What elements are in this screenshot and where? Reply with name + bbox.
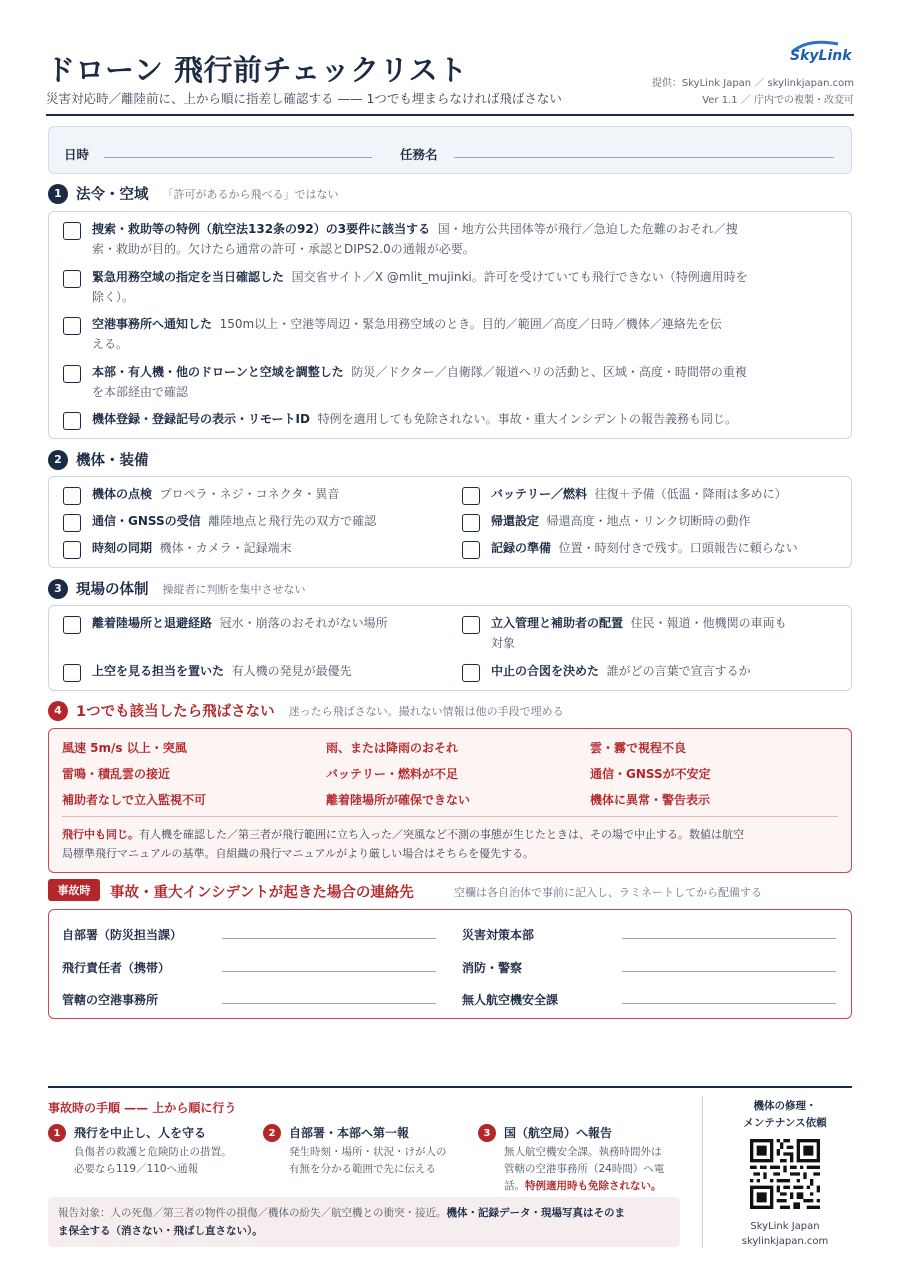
no-fly-condition: 通信・GNSSが不安定 — [590, 767, 711, 781]
skylink-logo — [788, 38, 854, 68]
check-item: 時刻の同期 機体・カメラ・記録端末 — [92, 541, 292, 555]
contact-field[interactable] — [622, 1003, 836, 1004]
qr-code-icon[interactable] — [750, 1139, 820, 1209]
qr-title: 機体の修理・ メンテナンス依頼 — [743, 1100, 827, 1129]
contact-label: 災害対策本部 — [462, 928, 535, 942]
checkbox[interactable] — [63, 412, 81, 430]
step-desc: 負傷者の救護と危険防止の措置。 必要なら119／110へ通報 — [74, 1146, 232, 1175]
check-item: 通信・GNSSの受信 離陸地点と飛行先の双方で確認 — [92, 514, 377, 528]
contact-field[interactable] — [222, 938, 436, 939]
no-fly-condition: バッテリー・燃料が不足 — [326, 767, 459, 781]
procedure-step-2 — [263, 1124, 447, 1178]
no-fly-condition: 風速 5m/s 以上・突風 — [62, 741, 187, 755]
contact-field[interactable] — [622, 938, 836, 939]
date-field[interactable] — [104, 157, 372, 158]
step-number: 1 — [48, 1124, 66, 1142]
checkbox[interactable] — [63, 541, 81, 559]
section-note: 「許可があるから飛べる」ではない — [162, 187, 339, 201]
logo-text: SkyLink — [790, 48, 852, 64]
check-item: 離着陸場所と退避経路 冠水・崩落のおそれがない場所 — [92, 616, 388, 630]
no-fly-condition: 機体に異常・警告表示 — [590, 793, 711, 807]
step-number: 3 — [478, 1124, 496, 1142]
section-4-header — [48, 700, 564, 721]
no-fly-condition: 雲・霧で視程不良 — [590, 741, 687, 755]
section-title: 法令・空域 — [76, 187, 149, 203]
section-number: 1 — [48, 184, 68, 204]
checkbox[interactable] — [63, 487, 81, 505]
qr-divider — [702, 1096, 703, 1248]
section-number: 2 — [48, 450, 68, 470]
mission-field[interactable] — [454, 157, 834, 158]
contact-label: 管轄の空港事務所 — [62, 993, 159, 1007]
check-item: 中止の合図を決めた 誰がどの言葉で宣言するか — [491, 664, 751, 678]
incident-note: 空欄は各自治体で事前に記入し、ラミネートしてから配備する — [454, 886, 762, 899]
check-item: バッテリー／燃料 往復＋予備（低温・降雨は多めに） — [491, 487, 787, 501]
checkbox[interactable] — [63, 365, 81, 383]
info-box — [48, 126, 852, 174]
check-item: 機体の点検 プロペラ・ネジ・コネクタ・異音 — [92, 487, 340, 501]
qr-caption: SkyLink Japan skylinkjapan.com — [741, 1221, 829, 1247]
section-number: 3 — [48, 579, 68, 599]
checkbox[interactable] — [462, 487, 480, 505]
no-fly-footnote: 飛行中も同じ。有人機を確認した／第三者が飛行範囲に立ち入った／突風など不測の事態が生じたときは、その場で中止する。数値は航空 局標準飛行マニュアルの基準。自組織の飛行マニュアルがより厳しい場合はそちらを優先する。 — [62, 828, 744, 860]
contact-label: 飛行責任者（携帯） — [62, 961, 171, 975]
report-scope: 報告対象：人の死傷／第三者の物件の損傷／機体の紛失／航空機との衝突・接近。機体・記録データ・現場写真はそのま ま保全する（消さない・飛ばし直さない）。 — [48, 1197, 680, 1247]
header-divider — [46, 114, 854, 116]
step-number: 2 — [263, 1124, 281, 1142]
provider-text: 提供：SkyLink Japan ／ skylinkjapan.com — [651, 78, 854, 89]
no-fly-condition: 離着陸場所が確保できない — [326, 793, 471, 807]
contact-label: 無人航空機安全課 — [462, 993, 559, 1007]
no-fly-condition: 雨、または降雨のおそれ — [326, 741, 459, 755]
check-item: 緊急用務空域の指定を当日確認した 国交省サイト／X @mlit_mujinki。許可を受けていても飛行できない（特例適用時を 除く）。 — [92, 270, 748, 304]
contact-label: 自部署（防災担当課） — [62, 928, 183, 942]
section-title: 現場の体制 — [76, 582, 149, 598]
contact-field[interactable] — [222, 971, 436, 972]
check-item: 捜索・救助等の特例（航空法132条の92）の3要件に該当する 国・地方公共団体等が飛行／急迫した危難のおそれ／捜 索・救助が目的。欠けたら通常の許可・承認とDIPS2.0の通報が必要。 — [92, 222, 738, 256]
page-subtitle: 災害対応時／離陸前に、上から順に指差し確認する —— 1つでも埋まらなければ飛ばさない — [46, 91, 562, 106]
step-desc: 発生時刻・場所・状況・けが人の 有無を分かる範囲で先に伝える — [289, 1146, 447, 1175]
checkbox[interactable] — [63, 664, 81, 682]
checkbox[interactable] — [462, 616, 480, 634]
incident-badge: 事故時 — [48, 879, 100, 901]
checkbox[interactable] — [63, 222, 81, 240]
date-label: 日時 — [64, 147, 90, 162]
checkbox[interactable] — [63, 317, 81, 335]
checkbox[interactable] — [63, 514, 81, 532]
checkbox[interactable] — [462, 541, 480, 559]
contact-field[interactable] — [222, 1003, 436, 1004]
incident-title: 事故・重大インシデントが起きた場合の連絡先 — [110, 885, 414, 901]
check-item: 立入管理と補助者の配置 住民・報道・他機関の車両も 対象 — [491, 616, 787, 650]
section-note: 操縦者に判断を集中させない — [162, 582, 306, 596]
check-item: 上空を見る担当を置いた 有人機の発見が最優先 — [92, 664, 352, 678]
checkbox[interactable] — [63, 270, 81, 288]
check-item: 機体登録・登録記号の表示・リモートID 特例を適用しても免除されない。事故・重大インシデントの報告義務も同じ。 — [92, 412, 738, 426]
version-text: Ver 1.1 ／ 庁内での複製・改変可 — [702, 95, 854, 106]
mission-label: 任務名 — [400, 147, 438, 162]
check-item: 本部・有人機・他のドローンと空域を調整した 防災／ドクター／自衛隊／報道ヘリの活動と、区域・高度・時間帯の重複 を本部経由で確認 — [92, 365, 747, 399]
procedure-title: 事故時の手順 —— 上から順に行う — [48, 1101, 237, 1115]
section-note: 迷ったら飛ばさない。撮れない情報は他の手段で埋める — [288, 704, 564, 718]
step-title: 国（航空局）へ報告 — [504, 1126, 613, 1140]
contact-field[interactable] — [622, 971, 836, 972]
procedure-step-3 — [478, 1124, 664, 1195]
step-title: 飛行を中止し、人を守る — [74, 1126, 207, 1140]
check-item: 帰還設定 帰還高度・地点・リンク切断時の動作 — [491, 514, 751, 528]
checkbox[interactable] — [63, 616, 81, 634]
check-item: 空港事務所へ通知した 150m以上・空港等周辺・緊急用務空域のとき。目的／範囲／高度／日時／機体／連絡先を伝 える。 — [92, 317, 722, 351]
section-title: 機体・装備 — [76, 453, 149, 469]
checkbox[interactable] — [462, 514, 480, 532]
section-number: 4 — [48, 701, 68, 721]
section-3-header — [48, 578, 306, 599]
no-fly-divider — [62, 816, 838, 817]
no-fly-condition: 補助者なしで立入監視不可 — [62, 793, 207, 807]
section-title: 1つでも該当したら飛ばさない — [76, 704, 275, 720]
step-title: 自部署・本部へ第一報 — [289, 1126, 410, 1140]
section-1-header — [48, 183, 339, 204]
procedure-step-1 — [48, 1124, 232, 1178]
section-2-header — [48, 449, 149, 470]
footer-divider — [48, 1086, 852, 1088]
contact-label: 消防・警察 — [462, 961, 523, 975]
page-title: ドローン 飛行前チェックリスト — [46, 53, 468, 87]
checkbox[interactable] — [462, 664, 480, 682]
check-item: 記録の準備 位置・時刻付きで残す。口頭報告に頼らない — [491, 541, 798, 555]
step-desc: 無人航空機安全課。執務時間外は 管轄の空港事務所（24時間）へ電 話。特例適用時も免除されない。 — [504, 1146, 665, 1192]
no-fly-condition: 雷鳴・積乱雲の接近 — [62, 767, 171, 781]
